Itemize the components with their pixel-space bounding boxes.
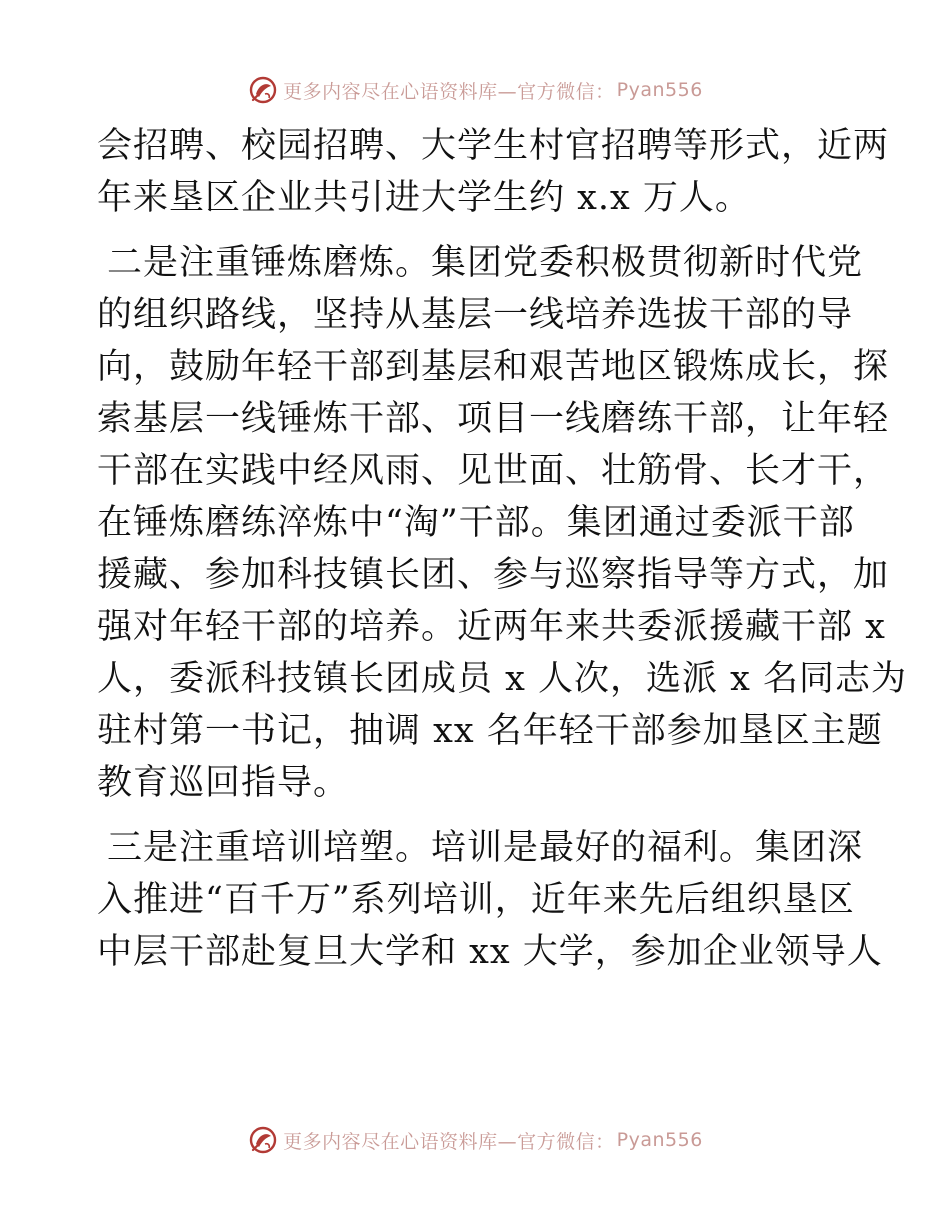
text-line: 索基层一线锤炼干部、项目一线磨练干部，让年轻 xyxy=(97,399,890,439)
text-line: 中层干部赴复旦大学和 xx 大学，参加企业领导人 xyxy=(97,932,883,972)
paragraph xyxy=(97,822,883,978)
watermark-wechat-id: Pyan556 xyxy=(616,79,703,101)
text-line: 强对年轻干部的培养。近两年来共委派援藏干部 x xyxy=(97,607,886,647)
header-watermark xyxy=(0,70,950,110)
text-line: 向，鼓励年轻干部到基层和艰苦地区锻炼成长，探 xyxy=(97,347,890,387)
text-line: 驻村第一书记，抽调 xx 名年轻干部参加垦区主题 xyxy=(97,711,883,751)
text-line: 的组织路线，坚持从基层一线培养选拔干部的导 xyxy=(97,295,854,335)
text-line: 会招聘、校园招聘、大学生村官招聘等形式，近两 xyxy=(97,126,890,166)
document-body xyxy=(97,120,907,991)
text-line: 援藏、参加科技镇长团、参与巡察指导等方式，加 xyxy=(97,555,890,595)
text-line: 在锤炼磨练淬炼中“淘”干部。集团通过委派干部 xyxy=(97,503,855,543)
watermark-wechat-id: Pyan556 xyxy=(616,1129,703,1151)
pen-swirl-logo-icon xyxy=(247,1124,279,1156)
paragraph xyxy=(97,237,907,809)
text-line: 三是注重培训培塑。培训是最好的福利。集团深 xyxy=(107,828,864,868)
text-line: 教育巡回指导。 xyxy=(97,763,350,803)
text-line: 年来垦区企业共引进大学生约 x.x 万人。 xyxy=(97,178,751,218)
paragraph xyxy=(97,120,890,224)
footer-watermark xyxy=(0,1120,950,1160)
watermark-text: 更多内容尽在心语资料库—官方微信： xyxy=(283,1130,615,1153)
text-line: 二是注重锤炼磨炼。集团党委积极贯彻新时代党 xyxy=(107,243,864,283)
text-line: 入推进“百千万”系列培训，近年来先后组织垦区 xyxy=(97,880,855,920)
text-line: 人，委派科技镇长团成员 x 人次，选派 x 名同志为 xyxy=(97,659,907,699)
pen-swirl-logo-icon xyxy=(247,74,279,106)
text-line: 干部在实践中经风雨、见世面、壮筋骨、长才干， xyxy=(97,451,890,491)
watermark-text: 更多内容尽在心语资料库—官方微信： xyxy=(283,80,615,103)
